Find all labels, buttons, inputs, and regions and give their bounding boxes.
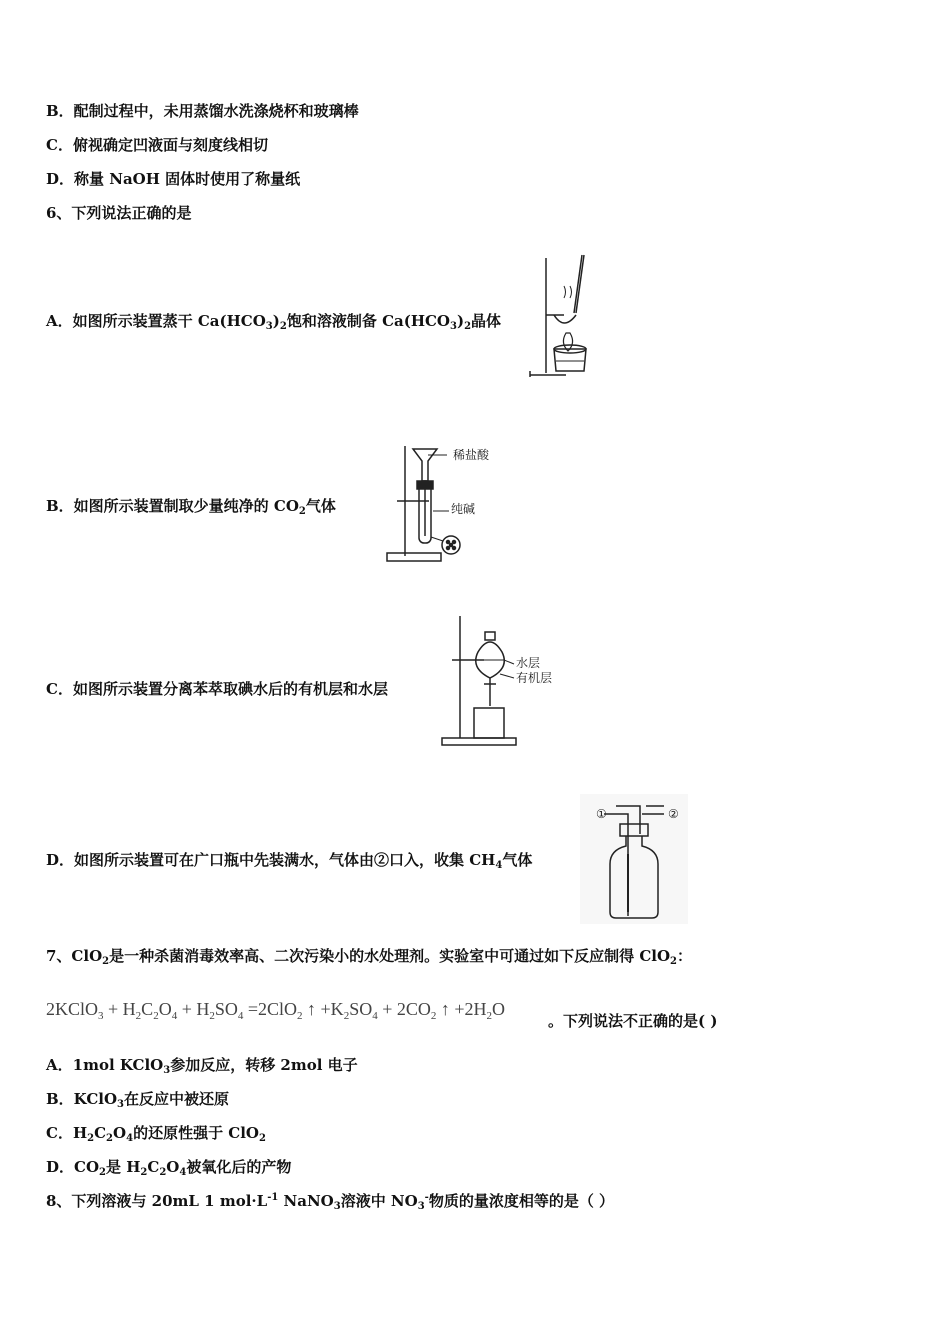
- q7-option-b: B．KClO$_3$在反应中被还原: [46, 1090, 230, 1110]
- reaction-equation: 2KClO$_3$ + $H_2C_2O_4 + H_2SO_4 =2ClO_2$ ↑ $+K_2SO_4 + 2CO_2$ ↑ $+2H_2O$: [46, 999, 506, 1022]
- q8-stem: 8、下列溶液与 20mL 1 $mol\cdot L^{-1}$ NaNO$_3$溶液中 $NO_3^-$物质的量浓度相等的是（ ）: [46, 1192, 615, 1212]
- co2-generator-figure: [385, 441, 510, 565]
- q5-option-d: D．称量 NaOH 固体时使用了称量纸: [46, 170, 301, 188]
- q7-option-d: D．$CO_2$是 $H_2C_2O_4$被氧化后的产物: [46, 1158, 292, 1178]
- q6-option-c: C．如图所示装置分离苯萃取碘水后的有机层和水层: [46, 680, 388, 698]
- q7-option-c: C．$H_2C_2O_4$的还原性强于 ClO$_2$: [46, 1124, 266, 1144]
- q7-option-a: A．1mol KClO$_3$参加反应，转移 2mol 电子: [46, 1056, 358, 1076]
- port-2-label: ②: [668, 807, 679, 821]
- q6-option-b: B．如图所示装置制取少量纯净的 $CO_2$气体: [46, 497, 336, 517]
- q5-option-b: B．配制过程中，未用蒸馏水洗涤烧杯和玻璃棒: [46, 102, 359, 120]
- evaporation-apparatus-figure: [526, 253, 592, 381]
- q6-option-a: A．如图所示装置蒸干 $Ca(HCO_3)_2$饱和溶液制备 $Ca(HCO_3)_2$晶体: [46, 312, 502, 332]
- soda-ash-label: 纯碱: [451, 502, 476, 516]
- q6-option-d: D．如图所示装置可在广口瓶中先装满水，气体由②口入，收集 $CH_4$气体: [46, 851, 533, 871]
- aqueous-layer-label: 水层: [516, 656, 541, 670]
- gas-bottle-figure: [580, 794, 688, 924]
- q5-option-c: C．俯视确定凹液面与刻度线相切: [46, 136, 268, 154]
- port-1-label: ①: [596, 807, 607, 821]
- q6-stem: 6、下列说法正确的是: [46, 204, 192, 222]
- q7-stem: 7、ClO$_2$是一种杀菌消毒效率高、二次污染小的水处理剂。实验室中可通过如下反应制得 ClO$_2$：: [46, 947, 693, 967]
- organic-layer-label: 有机层: [516, 671, 553, 685]
- q7-question-text: 。下列说法不正确的是( ): [548, 1012, 718, 1030]
- dilute-hcl-label: 稀盐酸: [453, 448, 490, 462]
- separatory-funnel-figure: [438, 612, 563, 748]
